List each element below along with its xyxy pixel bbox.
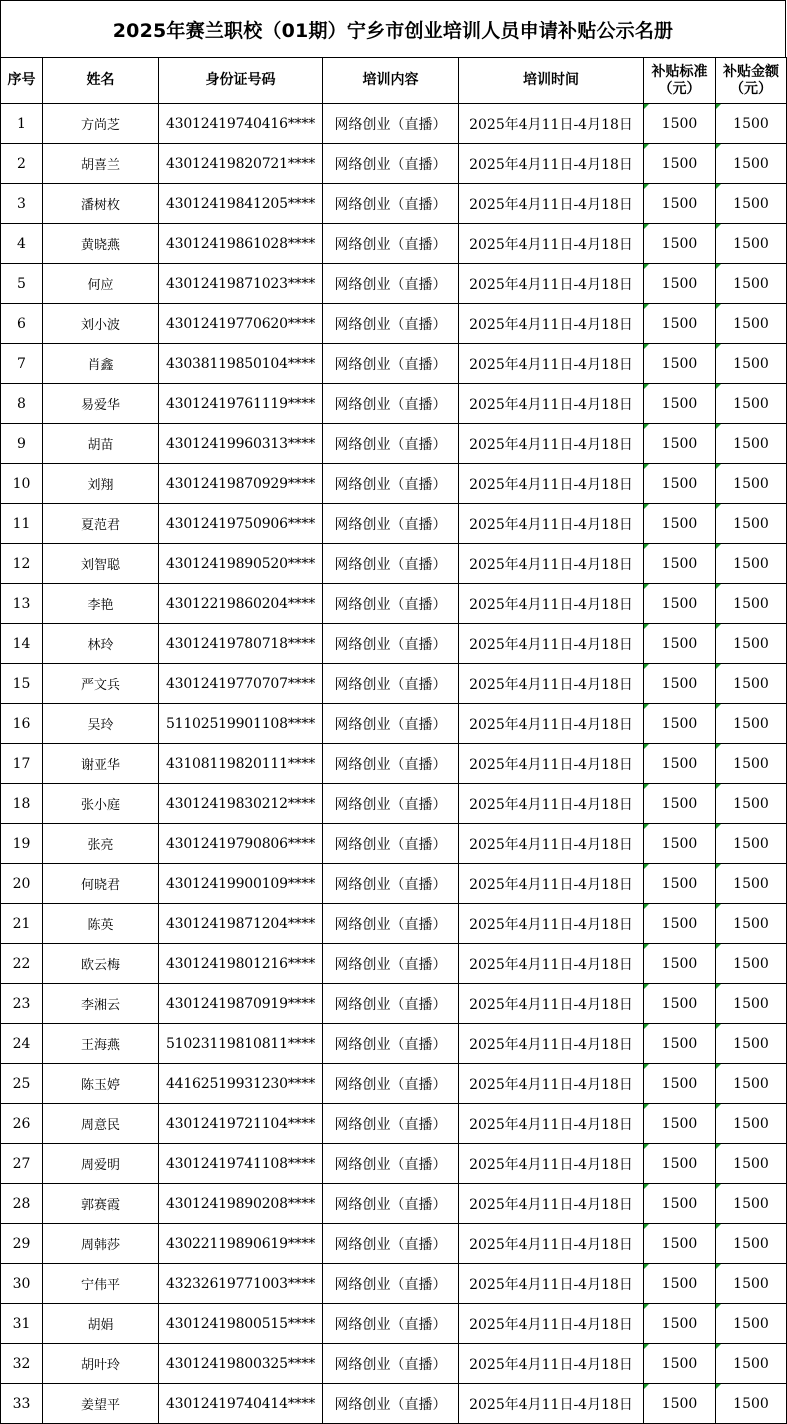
amount-cell: 1500	[716, 1104, 787, 1144]
content-cell: 网络创业（直播）	[323, 704, 459, 744]
standard-cell: 1500	[644, 784, 716, 824]
content-cell: 网络创业（直播）	[323, 1064, 459, 1104]
name-cell: 胡叶玲	[43, 1344, 159, 1384]
period-cell: 2025年4月11日-4月18日	[459, 1104, 644, 1144]
id-number-cell: 43012419870929****	[159, 464, 323, 504]
name-cell: 黄晓燕	[43, 224, 159, 264]
standard-cell: 1500	[644, 424, 716, 464]
period-cell: 2025年4月11日-4月18日	[459, 944, 644, 984]
seq-cell: 20	[1, 864, 43, 904]
standard-cell: 1500	[644, 104, 716, 144]
amount-cell: 1500	[716, 1264, 787, 1304]
period-cell: 2025年4月11日-4月18日	[459, 1064, 644, 1104]
content-cell: 网络创业（直播）	[323, 584, 459, 624]
amount-cell: 1500	[716, 624, 787, 664]
seq-cell: 2	[1, 144, 43, 184]
name-cell: 郭赛霞	[43, 1184, 159, 1224]
seq-cell: 17	[1, 744, 43, 784]
id-number-cell: 43012419740416****	[159, 104, 323, 144]
content-cell: 网络创业（直播）	[323, 1224, 459, 1264]
id-number-cell: 43012419960313****	[159, 424, 323, 464]
seq-cell: 31	[1, 1304, 43, 1344]
name-cell: 肖鑫	[43, 344, 159, 384]
name-cell: 李湘云	[43, 984, 159, 1024]
name-cell: 周韩莎	[43, 1224, 159, 1264]
standard-cell: 1500	[644, 624, 716, 664]
id-number-cell: 43012419871023****	[159, 264, 323, 304]
content-cell: 网络创业（直播）	[323, 1344, 459, 1384]
amount-cell: 1500	[716, 344, 787, 384]
header-content: 培训内容	[323, 58, 459, 104]
period-cell: 2025年4月11日-4月18日	[459, 744, 644, 784]
id-number-cell: 43012419800515****	[159, 1304, 323, 1344]
table-row	[1, 1184, 787, 1224]
id-number-cell: 43012419861028****	[159, 224, 323, 264]
header-name: 姓名	[43, 58, 159, 104]
id-number-cell: 43012419890520****	[159, 544, 323, 584]
amount-cell: 1500	[716, 1304, 787, 1344]
period-cell: 2025年4月11日-4月18日	[459, 104, 644, 144]
amount-cell: 1500	[716, 144, 787, 184]
amount-cell: 1500	[716, 424, 787, 464]
table-row	[1, 624, 787, 664]
standard-cell: 1500	[644, 304, 716, 344]
id-number-cell: 43012419870919****	[159, 984, 323, 1024]
name-cell: 易爱华	[43, 384, 159, 424]
seq-cell: 24	[1, 1024, 43, 1064]
seq-cell: 6	[1, 304, 43, 344]
content-cell: 网络创业（直播）	[323, 1144, 459, 1184]
table-row	[1, 944, 787, 984]
content-cell: 网络创业（直播）	[323, 1384, 459, 1424]
standard-cell: 1500	[644, 1184, 716, 1224]
standard-cell: 1500	[644, 464, 716, 504]
table-row	[1, 744, 787, 784]
table-row	[1, 304, 787, 344]
content-cell: 网络创业（直播）	[323, 344, 459, 384]
standard-cell: 1500	[644, 1264, 716, 1304]
amount-cell: 1500	[716, 784, 787, 824]
content-cell: 网络创业（直播）	[323, 984, 459, 1024]
name-cell: 吴玲	[43, 704, 159, 744]
name-cell: 宁伟平	[43, 1264, 159, 1304]
id-number-cell: 43038119850104****	[159, 344, 323, 384]
id-number-cell: 43012419770620****	[159, 304, 323, 344]
table-row	[1, 1304, 787, 1344]
content-cell: 网络创业（直播）	[323, 784, 459, 824]
table-body	[1, 104, 787, 1424]
period-cell: 2025年4月11日-4月18日	[459, 1184, 644, 1224]
standard-cell: 1500	[644, 1224, 716, 1264]
standard-cell: 1500	[644, 144, 716, 184]
period-cell: 2025年4月11日-4月18日	[459, 624, 644, 664]
name-cell: 潘树枚	[43, 184, 159, 224]
id-number-cell: 51102519901108****	[159, 704, 323, 744]
amount-cell: 1500	[716, 664, 787, 704]
standard-cell: 1500	[644, 1024, 716, 1064]
id-number-cell: 43012419830212****	[159, 784, 323, 824]
period-cell: 2025年4月11日-4月18日	[459, 824, 644, 864]
table-row	[1, 1064, 787, 1104]
seq-cell: 29	[1, 1224, 43, 1264]
table-row	[1, 424, 787, 464]
period-cell: 2025年4月11日-4月18日	[459, 184, 644, 224]
header-seq: 序号	[1, 58, 43, 104]
period-cell: 2025年4月11日-4月18日	[459, 424, 644, 464]
id-number-cell: 43232619771003****	[159, 1264, 323, 1304]
seq-cell: 16	[1, 704, 43, 744]
standard-cell: 1500	[644, 344, 716, 384]
content-cell: 网络创业（直播）	[323, 464, 459, 504]
amount-cell: 1500	[716, 304, 787, 344]
standard-cell: 1500	[644, 984, 716, 1024]
period-cell: 2025年4月11日-4月18日	[459, 1384, 644, 1424]
amount-cell: 1500	[716, 464, 787, 504]
header-row	[1, 58, 787, 104]
table-row	[1, 1024, 787, 1064]
name-cell: 林玲	[43, 624, 159, 664]
period-cell: 2025年4月11日-4月18日	[459, 464, 644, 504]
content-cell: 网络创业（直播）	[323, 104, 459, 144]
standard-cell: 1500	[644, 664, 716, 704]
document-title: 2025年赛兰职校（01期）宁乡市创业培训人员申请补贴公示名册	[0, 0, 786, 57]
id-number-cell: 43012419801216****	[159, 944, 323, 984]
seq-cell: 11	[1, 504, 43, 544]
standard-cell: 1500	[644, 704, 716, 744]
amount-cell: 1500	[716, 1344, 787, 1384]
standard-cell: 1500	[644, 224, 716, 264]
seq-cell: 18	[1, 784, 43, 824]
standard-cell: 1500	[644, 264, 716, 304]
id-number-cell: 43012419890208****	[159, 1184, 323, 1224]
standard-cell: 1500	[644, 1064, 716, 1104]
amount-cell: 1500	[716, 1384, 787, 1424]
name-cell: 夏范君	[43, 504, 159, 544]
seq-cell: 8	[1, 384, 43, 424]
standard-cell: 1500	[644, 584, 716, 624]
name-cell: 欧云梅	[43, 944, 159, 984]
id-number-cell: 43012419800325****	[159, 1344, 323, 1384]
content-cell: 网络创业（直播）	[323, 864, 459, 904]
period-cell: 2025年4月11日-4月18日	[459, 1344, 644, 1384]
standard-cell: 1500	[644, 864, 716, 904]
seq-cell: 32	[1, 1344, 43, 1384]
period-cell: 2025年4月11日-4月18日	[459, 904, 644, 944]
name-cell: 王海燕	[43, 1024, 159, 1064]
period-cell: 2025年4月11日-4月18日	[459, 224, 644, 264]
name-cell: 胡娟	[43, 1304, 159, 1344]
table-row	[1, 824, 787, 864]
id-number-cell: 43012419900109****	[159, 864, 323, 904]
content-cell: 网络创业（直播）	[323, 1304, 459, 1344]
seq-cell: 22	[1, 944, 43, 984]
id-number-cell: 43012419761119****	[159, 384, 323, 424]
standard-cell: 1500	[644, 544, 716, 584]
period-cell: 2025年4月11日-4月18日	[459, 704, 644, 744]
id-number-cell: 43012419871204****	[159, 904, 323, 944]
table-row	[1, 264, 787, 304]
standard-cell: 1500	[644, 1344, 716, 1384]
table-row	[1, 144, 787, 184]
name-cell: 姜望平	[43, 1384, 159, 1424]
amount-cell: 1500	[716, 824, 787, 864]
content-cell: 网络创业（直播）	[323, 664, 459, 704]
name-cell: 方尚芝	[43, 104, 159, 144]
table-row	[1, 664, 787, 704]
period-cell: 2025年4月11日-4月18日	[459, 304, 644, 344]
amount-cell: 1500	[716, 584, 787, 624]
standard-cell: 1500	[644, 504, 716, 544]
seq-cell: 19	[1, 824, 43, 864]
amount-cell: 1500	[716, 1064, 787, 1104]
period-cell: 2025年4月11日-4月18日	[459, 144, 644, 184]
seq-cell: 7	[1, 344, 43, 384]
id-number-cell: 43012219860204****	[159, 584, 323, 624]
amount-cell: 1500	[716, 544, 787, 584]
id-number-cell: 43012419790806****	[159, 824, 323, 864]
amount-cell: 1500	[716, 1184, 787, 1224]
table-row	[1, 584, 787, 624]
seq-cell: 30	[1, 1264, 43, 1304]
content-cell: 网络创业（直播）	[323, 424, 459, 464]
standard-cell: 1500	[644, 1144, 716, 1184]
content-cell: 网络创业（直播）	[323, 904, 459, 944]
table-row	[1, 504, 787, 544]
amount-cell: 1500	[716, 1024, 787, 1064]
content-cell: 网络创业（直播）	[323, 264, 459, 304]
content-cell: 网络创业（直播）	[323, 1184, 459, 1224]
id-number-cell: 43012419741108****	[159, 1144, 323, 1184]
amount-cell: 1500	[716, 184, 787, 224]
standard-cell: 1500	[644, 904, 716, 944]
id-number-cell: 43108119820111****	[159, 744, 323, 784]
name-cell: 胡喜兰	[43, 144, 159, 184]
name-cell: 刘智聪	[43, 544, 159, 584]
amount-cell: 1500	[716, 944, 787, 984]
content-cell: 网络创业（直播）	[323, 224, 459, 264]
period-cell: 2025年4月11日-4月18日	[459, 584, 644, 624]
name-cell: 谢亚华	[43, 744, 159, 784]
header-amount: 补贴金额（元）	[716, 58, 787, 104]
name-cell: 严文兵	[43, 664, 159, 704]
subsidy-table	[0, 57, 787, 1424]
header-id-number: 身份证号码	[159, 58, 323, 104]
header-period: 培训时间	[459, 58, 644, 104]
amount-cell: 1500	[716, 224, 787, 264]
amount-cell: 1500	[716, 704, 787, 744]
amount-cell: 1500	[716, 504, 787, 544]
period-cell: 2025年4月11日-4月18日	[459, 864, 644, 904]
seq-cell: 15	[1, 664, 43, 704]
id-number-cell: 43012419740414****	[159, 1384, 323, 1424]
name-cell: 胡苗	[43, 424, 159, 464]
amount-cell: 1500	[716, 384, 787, 424]
table-row	[1, 1144, 787, 1184]
standard-cell: 1500	[644, 1304, 716, 1344]
table-row	[1, 864, 787, 904]
period-cell: 2025年4月11日-4月18日	[459, 1144, 644, 1184]
amount-cell: 1500	[716, 1144, 787, 1184]
period-cell: 2025年4月11日-4月18日	[459, 384, 644, 424]
seq-cell: 3	[1, 184, 43, 224]
content-cell: 网络创业（直播）	[323, 544, 459, 584]
standard-cell: 1500	[644, 384, 716, 424]
id-number-cell: 51023119810811****	[159, 1024, 323, 1064]
seq-cell: 33	[1, 1384, 43, 1424]
period-cell: 2025年4月11日-4月18日	[459, 504, 644, 544]
seq-cell: 12	[1, 544, 43, 584]
period-cell: 2025年4月11日-4月18日	[459, 1224, 644, 1264]
table-row	[1, 1224, 787, 1264]
table-row	[1, 1384, 787, 1424]
name-cell: 周意民	[43, 1104, 159, 1144]
standard-cell: 1500	[644, 1104, 716, 1144]
table-row	[1, 784, 787, 824]
table-row	[1, 984, 787, 1024]
table-row	[1, 224, 787, 264]
table-row	[1, 104, 787, 144]
period-cell: 2025年4月11日-4月18日	[459, 984, 644, 1024]
content-cell: 网络创业（直播）	[323, 304, 459, 344]
table-row	[1, 704, 787, 744]
content-cell: 网络创业（直播）	[323, 144, 459, 184]
standard-cell: 1500	[644, 824, 716, 864]
period-cell: 2025年4月11日-4月18日	[459, 1304, 644, 1344]
standard-cell: 1500	[644, 944, 716, 984]
header-standard: 补贴标准（元）	[644, 58, 716, 104]
table-row	[1, 1104, 787, 1144]
name-cell: 周爱明	[43, 1144, 159, 1184]
amount-cell: 1500	[716, 904, 787, 944]
table-row	[1, 464, 787, 504]
standard-cell: 1500	[644, 744, 716, 784]
content-cell: 网络创业（直播）	[323, 1104, 459, 1144]
content-cell: 网络创业（直播）	[323, 744, 459, 784]
amount-cell: 1500	[716, 864, 787, 904]
id-number-cell: 43022119890619****	[159, 1224, 323, 1264]
name-cell: 张亮	[43, 824, 159, 864]
amount-cell: 1500	[716, 744, 787, 784]
content-cell: 网络创业（直播）	[323, 1024, 459, 1064]
name-cell: 陈玉婷	[43, 1064, 159, 1104]
seq-cell: 27	[1, 1144, 43, 1184]
amount-cell: 1500	[716, 104, 787, 144]
name-cell: 刘小波	[43, 304, 159, 344]
amount-cell: 1500	[716, 1224, 787, 1264]
name-cell: 张小庭	[43, 784, 159, 824]
seq-cell: 21	[1, 904, 43, 944]
name-cell: 陈英	[43, 904, 159, 944]
content-cell: 网络创业（直播）	[323, 1264, 459, 1304]
seq-cell: 9	[1, 424, 43, 464]
name-cell: 刘翔	[43, 464, 159, 504]
seq-cell: 23	[1, 984, 43, 1024]
seq-cell: 25	[1, 1064, 43, 1104]
id-number-cell: 43012419780718****	[159, 624, 323, 664]
period-cell: 2025年4月11日-4月18日	[459, 264, 644, 304]
seq-cell: 4	[1, 224, 43, 264]
seq-cell: 14	[1, 624, 43, 664]
table-row	[1, 344, 787, 384]
id-number-cell: 43012419750906****	[159, 504, 323, 544]
seq-cell: 5	[1, 264, 43, 304]
period-cell: 2025年4月11日-4月18日	[459, 664, 644, 704]
content-cell: 网络创业（直播）	[323, 944, 459, 984]
content-cell: 网络创业（直播）	[323, 624, 459, 664]
amount-cell: 1500	[716, 984, 787, 1024]
period-cell: 2025年4月11日-4月18日	[459, 344, 644, 384]
content-cell: 网络创业（直播）	[323, 824, 459, 864]
seq-cell: 28	[1, 1184, 43, 1224]
name-cell: 何晓君	[43, 864, 159, 904]
id-number-cell: 43012419770707****	[159, 664, 323, 704]
name-cell: 何应	[43, 264, 159, 304]
table-row	[1, 184, 787, 224]
id-number-cell: 44162519931230****	[159, 1064, 323, 1104]
period-cell: 2025年4月11日-4月18日	[459, 784, 644, 824]
name-cell: 李艳	[43, 584, 159, 624]
id-number-cell: 43012419721104****	[159, 1104, 323, 1144]
table-row	[1, 1344, 787, 1384]
standard-cell: 1500	[644, 184, 716, 224]
standard-cell: 1500	[644, 1384, 716, 1424]
table-row	[1, 384, 787, 424]
id-number-cell: 43012419820721****	[159, 144, 323, 184]
seq-cell: 1	[1, 104, 43, 144]
content-cell: 网络创业（直播）	[323, 384, 459, 424]
table-row	[1, 904, 787, 944]
period-cell: 2025年4月11日-4月18日	[459, 544, 644, 584]
amount-cell: 1500	[716, 264, 787, 304]
table-row	[1, 544, 787, 584]
seq-cell: 10	[1, 464, 43, 504]
period-cell: 2025年4月11日-4月18日	[459, 1024, 644, 1064]
content-cell: 网络创业（直播）	[323, 504, 459, 544]
seq-cell: 26	[1, 1104, 43, 1144]
id-number-cell: 43012419841205****	[159, 184, 323, 224]
table-row	[1, 1264, 787, 1304]
seq-cell: 13	[1, 584, 43, 624]
content-cell: 网络创业（直播）	[323, 184, 459, 224]
period-cell: 2025年4月11日-4月18日	[459, 1264, 644, 1304]
